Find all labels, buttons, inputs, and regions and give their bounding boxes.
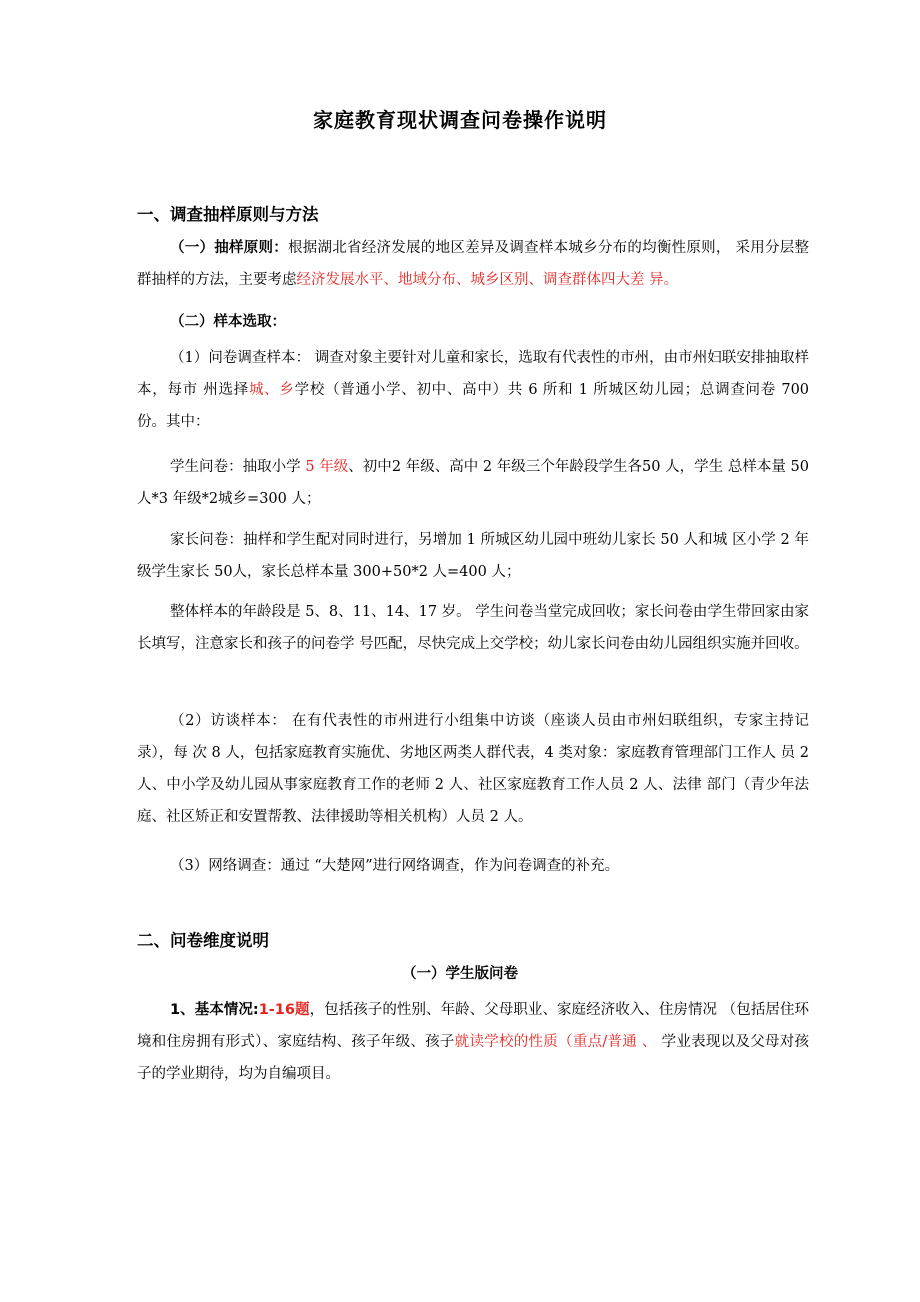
text-questionnaire-sample-a: （1）问卷调查样本： 调查对象主要针对儿童和家长，选取有代表性的市州，由市州妇联安排抽取样本，每市 州选择: [137, 350, 809, 398]
label-sampling-principle: （一）抽样原则：: [170, 240, 289, 256]
highlight-school-type: 就读学校的性质（重点/普通 、: [454, 1034, 657, 1050]
paragraph-age-range: 整体样本的年龄段是 5、8、11、14、17 岁。 学生问卷当堂完成回收；家长问卷由学生带回家由家长填写，注意家长和孩子的问卷学 号匹配，尽快完成上交学校；幼儿家长问卷由幼儿园组织实施并回收。: [137, 604, 809, 652]
section-heading-2: 二、问卷维度说明: [137, 931, 269, 950]
paragraph-parent-questionnaire: 家长问卷：抽样和学生配对同时进行，另增加 1 所城区幼儿园中班幼儿家长 50 人和城 区小学 2 年级学生家长 50人，家长总样本量 300+50*2 人=400 人；: [137, 532, 809, 580]
text-student-questionnaire-b: 、初中2 年级、高中 2 年级三个年龄段学生各50 人，学生 总样本量 50 人*3 年级*2城乡=300 人；: [137, 459, 809, 507]
paragraph-sampling-principle: [137, 232, 809, 296]
text-basic-info-b: 学业表现以及父母对孩子的学业期待，均为自编项目。: [137, 1034, 810, 1082]
paragraph-sample-selection-label: [137, 306, 809, 338]
text-sampling-principle: 根据湖北省经济发展的地区差异及调查样本城乡分布的均衡性原则， 采用分层整群抽样的方法，主要考虑: [137, 240, 810, 288]
highlight-urban-rural: 城、乡: [248, 382, 295, 398]
paragraph-student-questionnaire: [137, 451, 809, 515]
highlight-items-suffix: 题: [295, 1002, 310, 1018]
label-basic-info: 1、基本情况:: [170, 1002, 259, 1018]
label-sample-selection: （二）样本选取：: [170, 314, 286, 330]
paragraph-questionnaire-sample: [137, 342, 809, 438]
paragraph-interview-sample: （2）访谈样本： 在有代表性的市州进行小组集中访谈（座谈人员由市州妇联组织，专家主持记录），每 次 8 人，包括家庭教育实施优、劣地区两类人群代表，4 类对象：家庭教育管理部门工作人 员 2 人、中小学及幼儿园从事家庭教育工作的老师 2 人、社区家庭教育工作人员 2 人、法律 部门（青少年法庭、社区矫正和安置帮教、法律援助等相关机构）人员 2 人。: [137, 713, 809, 825]
text-student-questionnaire-a: 学生问卷：抽取小学: [170, 459, 306, 475]
text-basic-info-a: ，包括孩子的性别、年龄、父母职业、家庭经济收入、住房情况 （包括居住环境和住房拥有形式）、家庭结构、孩子年级、孩子: [137, 1002, 809, 1050]
highlight-grade-5: 5 年级: [305, 459, 349, 475]
subheading-student-questionnaire: （一）学生版问卷: [402, 966, 518, 982]
document-title: 家庭教育现状调查问卷操作说明: [313, 108, 607, 132]
paragraph-online-survey: （3）网络调查：通过 “大楚网”进行网络调查，作为问卷调查的补充。: [170, 858, 620, 874]
highlight-items-1-16: 1-16: [258, 1002, 295, 1018]
text-questionnaire-sample-b: 学校（普通小学、初中、高中）共 6 所和 1 所城区幼儿园；总调查问卷 700 份。其中：: [137, 382, 810, 430]
paragraph-basic-info: [137, 994, 809, 1090]
section-heading-1: 一、调查抽样原则与方法: [137, 205, 319, 224]
highlight-four-differences: 经济发展水平、地域分布、城乡区别、调查群体四大差 异。: [296, 272, 679, 288]
